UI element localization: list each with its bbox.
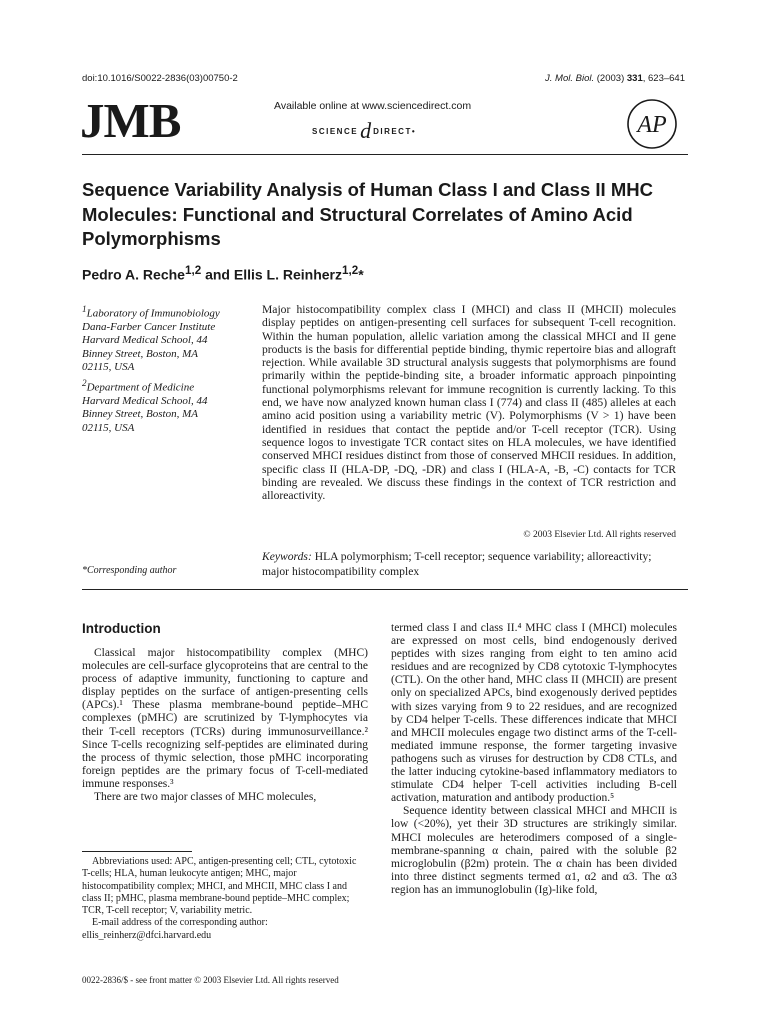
body-paragraph: termed class I and class II.⁴ MHC class I (MHCI) molecules are expressed on most cells, bind endogenously derived peptides with sizes ranging from eight to ten amino acid residues and are recognized by CD8 cytotoxic T-lymphocytes (CTL). On the other hand, MHC class II (MHCII) are present only on specialized APCs, bind exogenously derived peptides with sizes varying from 9 to 22 residues, and are recognized by CD4 helper T-cells. These differences indicate that MHCI and MHCII molecules engage two distinct arms of the T-cell-mediated immune response, the former targeting invasive pathogens such as viruses for destruction by CD8 CTLs, and the latter inducing cytokine-based inflammatory mediators to stimulate CD4 helper T-cell activities including B-cell activation, maturation and antibody production.⁵: [391, 622, 677, 805]
author-1-affil: 1,2: [184, 264, 202, 277]
abstract-copyright: © 2003 Elsevier Ltd. All rights reserved: [523, 530, 676, 540]
keywords-label: Keywords:: [262, 550, 312, 563]
body-paragraph: Classical major histocompatibility complex (MHC) molecules are cell-surface glycoproteins that are central to the process of adaptive immunity, functioning to capture and display peptides on the surface of antigen-presenting cells (APCs).¹ These plasma membrane-bound peptide–MHC complexes (pMHC) are scrutinized by T-lymphocytes via their T-cell receptors (TCRs) during immunosurveillance.² Since T-cells recognizing self-peptides are eliminated during the process of thymic selection, those pMHC incorporating foreign peptides are the primary focus of T-cell-mediated immune responses.³: [82, 647, 368, 790]
journal-volume: 331: [626, 73, 643, 84]
doi: doi:10.1016/S0022-2836(03)00750-2: [82, 73, 238, 84]
affil-1-line: 02115, USA: [82, 361, 135, 374]
sd-logo-right: DIRECT•: [373, 126, 417, 136]
jmb-logo: JMB: [80, 93, 181, 148]
sciencedirect-logo: [312, 120, 416, 142]
affil-1-line: Dana-Farber Cancer Institute: [82, 321, 216, 334]
keywords-list: HLA polymorphism; T-cell receptor; sequence variability; alloreactivity; major histocompatibility complex: [262, 550, 652, 578]
author-and: and: [201, 266, 234, 283]
affiliation-2: [82, 377, 252, 435]
sd-logo-d: d: [360, 118, 372, 143]
section-heading-introduction: Introduction: [82, 621, 161, 636]
affil-1-number: 1: [82, 304, 87, 314]
affil-2-line: Department of Medicine: [86, 381, 195, 394]
header-divider: [82, 154, 688, 155]
article-title: Sequence Variability Analysis of Human Class I and Class II MHC Molecules: Functional and Structural Correlates of Amino Acid Polymorphisms: [82, 179, 653, 249]
footnote-abbreviations: Abbreviations used: APC, antigen-presenting cell; CTL, cytotoxic T-cells; HLA, human leukocyte antigen; MHC, major histocompatibility complex; MHCI, and MHCII, MHC class I and class II; pMHC, plasma membrane-bound peptide–MHC complex; TCR, T-cell receptor; V, variability metric.: [82, 856, 357, 917]
footnote-email: E-mail address of the corresponding author: ellis_reinherz@dfci.harvard.edu: [82, 917, 268, 941]
affil-2-line: Harvard Medical School, 44: [82, 395, 208, 408]
abstract-divider: [82, 589, 688, 590]
ap-logo: [626, 98, 678, 150]
journal-pages: , 623–641: [642, 73, 685, 84]
body-column-right: [391, 622, 677, 897]
affil-2-line: Binney Street, Boston, MA: [82, 408, 198, 421]
body-column-left: [82, 647, 368, 804]
affil-1-line: Laboratory of Immunobiology: [86, 307, 220, 320]
ap-logo-text: AP: [637, 112, 667, 138]
abstract: Major histocompatibility complex class I (MHCI) and class II (MHCII) molecules display peptides on antigen-presenting cell surfaces for subsequent T-cell recognition. Within the human population, allelic variation among the classical MHCI and II gene products is the basis for differential peptide binding, thymic repertoire bias and allograft rejection. While available 3D structural analysis suggests that polymorphisms are found primarily within the peptide-binding site, a broader informatic approach pinpointing functional polymorphisms relevant for immune recognition is currently lacking. To this end, we have now analyzed known human class I (774) and class II (485) alleles at each amino acid position using a variability metric (V). Polymorphisms (V > 1) have been identified in residues that contact the peptide and/or T-cell receptor (TCR). Using sequence logos to investigate TCR contact sites on HLA molecules, we have identified conserved MHCI residues distinct from those of conserved MHCII residues. In addition, specific class II (HLA-DP, -DQ, -DR) and class I (HLA-A, -B, -C) contacts for TCR binding are revealed. We discuss these findings in the context of TCR restriction and alloreactivity.: [262, 303, 676, 503]
affil-1-line: Harvard Medical School, 44: [82, 334, 208, 347]
available-online: Available online at www.sciencedirect.com: [274, 100, 472, 112]
keywords: [262, 550, 676, 579]
author-1: Pedro A. Reche: [82, 266, 185, 283]
authors: [82, 264, 364, 283]
journal-year: (2003): [596, 73, 625, 84]
footnote-divider: [82, 851, 192, 852]
journal-name: J. Mol. Biol.: [545, 73, 595, 84]
body-paragraph: There are two major classes of MHC molecules,: [94, 791, 317, 804]
author-2: Ellis L. Reinherz: [233, 266, 342, 283]
footnotes: [82, 856, 366, 942]
affil-1-line: Binney Street, Boston, MA: [82, 347, 198, 360]
sd-logo-left: SCIENCE: [312, 126, 359, 136]
corresponding-star: *: [358, 266, 364, 283]
corresponding-author-note: *Corresponding author: [82, 565, 177, 576]
journal-citation: [545, 73, 685, 84]
author-2-affil: 1,2: [342, 264, 359, 277]
affiliation-1: [82, 303, 252, 375]
affil-2-line: 02115, USA: [82, 421, 135, 434]
affil-2-number: 2: [82, 378, 87, 388]
page-footer: 0022-2836/$ - see front matter © 2003 Elsevier Ltd. All rights reserved: [82, 975, 339, 985]
body-paragraph: Sequence identity between classical MHCI and MHCII is low (<20%), yet their 3D structures are strikingly similar. MHCI molecules are heterodimers composed of a single-membrane-spanning α chain, paired with the soluble β2 microglobulin (β2m) protein. The α chain has been divided into three distinct segments termed α1, α2 and α3. The α3 region has an immunoglobulin (Ig)-like fold,: [391, 805, 677, 896]
